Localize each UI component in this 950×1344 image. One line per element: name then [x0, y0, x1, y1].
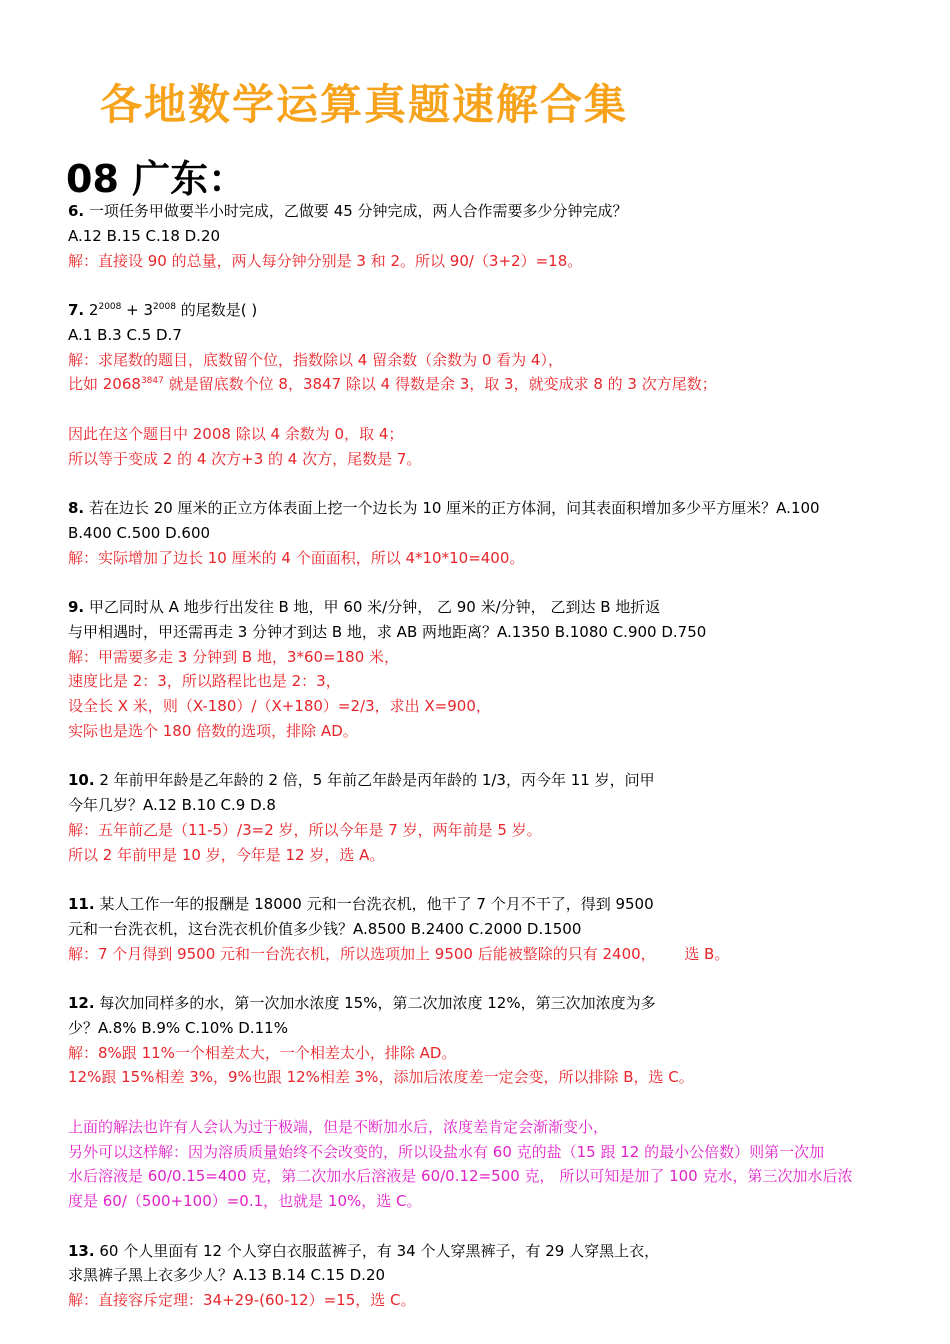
question-list [68, 199, 888, 1313]
question-10 [68, 768, 888, 867]
question-11 [68, 892, 888, 966]
question-9-answer-1: 解：甲需要多走 3 分钟到 B 地，3*60=180 米， [68, 647, 400, 666]
question-stem: 每次加同样多的水，第一次加水浓度 15%，第二次加浓度 12%，第三次加浓度为多 [99, 994, 656, 1012]
question-7-answer-4: 所以等于变成 2 的 4 次方+3 的 4 次方，尾数是 7。 [68, 449, 422, 468]
question-number: 12. [68, 994, 95, 1012]
question-8-text-2: B.400 C.500 D.600 [68, 523, 211, 542]
spacer [68, 867, 888, 892]
question-11-answer: 解：7 个月得到 9500 元和一台洗衣机，所以选项加上 9500 后能被整除的只有 2400， 选 B。 [68, 944, 730, 963]
question-number: 9. [68, 598, 85, 616]
spacer [68, 397, 888, 422]
spacer [68, 744, 888, 769]
question-stem: 若在边长 20 厘米的正立方体表面上挖一个边长为 10 厘米的正方体洞，问其表面积增加多少平方厘米？A.100 [88, 499, 820, 517]
question-12-text-1 [68, 991, 888, 1016]
answer-text: 比如 2068 [68, 375, 141, 394]
question-9-answer-2: 速度比是 2：3，所以路程比也是 2：3， [68, 672, 341, 691]
spacer [68, 570, 888, 595]
question-stem: 的尾数是( ) [175, 301, 258, 319]
spacer [68, 273, 888, 298]
question-10-text-2: 今年几岁？A.12 B.10 C.9 D.8 [68, 796, 276, 814]
question-stem: 2 年前甲年龄是乙年龄的 2 倍，5 年前乙年龄是丙年龄的 1/3，丙今年 11 岁，问甲 [99, 771, 655, 790]
spacer [68, 966, 888, 991]
question-12-note-4: 度是 60/（500+100）=0.1，也就是 10%，选 C。 [68, 1192, 422, 1210]
question-8-answer: 解：实际增加了边长 10 厘米的 4 个面面积，所以 4*10*10=400。 [68, 548, 525, 567]
question-7 [68, 298, 888, 471]
question-12-text-2: 少？A.8% B.9% C.10% D.11% [68, 1018, 288, 1037]
question-12-note-1: 上面的解法也许有人会认为过于极端，但是不断加水后，浓度差肯定会渐渐变小， [68, 1117, 609, 1136]
question-12-note-2: 另外可以这样解：因为溶质质量始终不会改变的，所以设盐水有 60 克的盐（15 跟 12 的最小公倍数）则第一次加 [68, 1142, 825, 1161]
question-number: 7. [68, 301, 85, 319]
question-11-text-1 [68, 892, 888, 917]
question-stem: 甲乙同时从 A 地步行出发往 B 地，甲 60 米/分钟， 乙 90 米/分钟， 乙到达 B 地折返 [88, 598, 661, 616]
exponent: 3847 [140, 376, 164, 387]
question-6 [68, 199, 888, 273]
question-13 [68, 1239, 888, 1313]
question-8 [68, 496, 888, 570]
question-6-text [68, 199, 888, 224]
question-12-answer-1: 解：8%跟 11%一个相差太大，一个相差太小，排除 AD。 [68, 1043, 457, 1062]
question-9-answer-4: 实际也是选个 180 倍数的选项，排除 AD。 [68, 721, 358, 740]
spacer [68, 1090, 888, 1115]
question-10-answer-2: 所以 2 年前甲是 10 岁，今年是 12 岁，选 A。 [68, 845, 385, 864]
section-heading: 08 广东： [66, 157, 247, 201]
question-number: 8. [68, 499, 85, 517]
question-7-answer-2 [68, 372, 888, 397]
question-stem: 某人工作一年的报酬是 18000 元和一台洗衣机，他干了 7 个月不干了，得到 9500 [99, 895, 654, 913]
question-12-note-3: 水后溶液是 60/0.15=400 克，第二次加水后溶液是 60/0.12=500 克， 所以可知是加了 100 克水，第三次加水后浓 [68, 1167, 853, 1186]
question-10-text-1 [68, 768, 888, 793]
base-2: 2 [88, 301, 99, 319]
exponent: 2008 [153, 302, 176, 312]
question-13-text-1 [68, 1239, 888, 1264]
spacer [68, 1214, 888, 1239]
question-9-text-2: 与甲相遇时，甲还需再走 3 分钟才到达 B 地，求 AB 两地距离？A.1350 B.1080 C.900 D.750 [68, 622, 707, 641]
question-stem: 60 个人里面有 12 个人穿白衣服蓝裤子，有 34 个人穿黑裤子，有 29 人穿黑上衣， [99, 1241, 660, 1260]
exponent: 2008 [98, 302, 122, 312]
question-13-text-2: 求黑裤子黑上衣多少人？A.13 B.14 C.15 D.20 [68, 1266, 386, 1285]
plus-base-3: + 3 [121, 301, 154, 319]
question-6-options: A.12 B.15 C.18 D.20 [68, 226, 221, 245]
question-stem: 一项任务甲做要半小时完成，乙做要 45 分钟完成，两人合作需要多少分钟完成？ [88, 202, 628, 220]
question-10-answer-1: 解：五年前乙是（11-5）/3=2 岁，所以今年是 7 岁，两年前是 5 岁。 [68, 820, 542, 839]
question-number: 10. [68, 771, 95, 790]
question-9-text-1 [68, 595, 888, 620]
question-7-answer-1: 解：求尾数的题目，底数留个位，指数除以 4 留余数（余数为 0 看为 4）， [68, 350, 563, 369]
question-12 [68, 991, 888, 1214]
document-title: 各地数学运算真题速解合集 [100, 80, 629, 129]
question-9-answer-3: 设全长 X 米，则（X-180）/（X+180）=2/3，求出 X=900， [68, 697, 491, 715]
question-number: 13. [68, 1241, 95, 1260]
question-8-text-1 [68, 496, 888, 521]
question-7-text [68, 298, 888, 323]
question-7-options: A.1 B.3 C.5 D.7 [68, 325, 182, 344]
question-6-answer: 解：直接设 90 的总量，两人每分钟分别是 3 和 2。所以 90/（3+2）=18。 [68, 251, 583, 270]
answer-text: 就是留底数个位 8，3847 除以 4 得数是余 3，取 3，就变成求 8 的 3 次方尾数； [163, 375, 717, 394]
question-9 [68, 595, 888, 744]
question-11-text-2: 元和一台洗衣机，这台洗衣机价值多少钱？A.8500 B.2400 C.2000 D.1500 [68, 919, 582, 938]
question-number: 6. [68, 202, 85, 220]
question-number: 11. [68, 895, 95, 913]
question-12-answer-2: 12%跟 15%相差 3%，9%也跟 12%相差 3%，添加后浓度差一定会变，所以排除 B，选 C。 [68, 1068, 694, 1087]
question-13-answer: 解：直接容斥定理：34+29-(60-12）=15，选 C。 [68, 1291, 416, 1309]
spacer [68, 471, 888, 496]
question-7-answer-3: 因此在这个题目中 2008 除以 4 余数为 0，取 4； [68, 424, 404, 443]
